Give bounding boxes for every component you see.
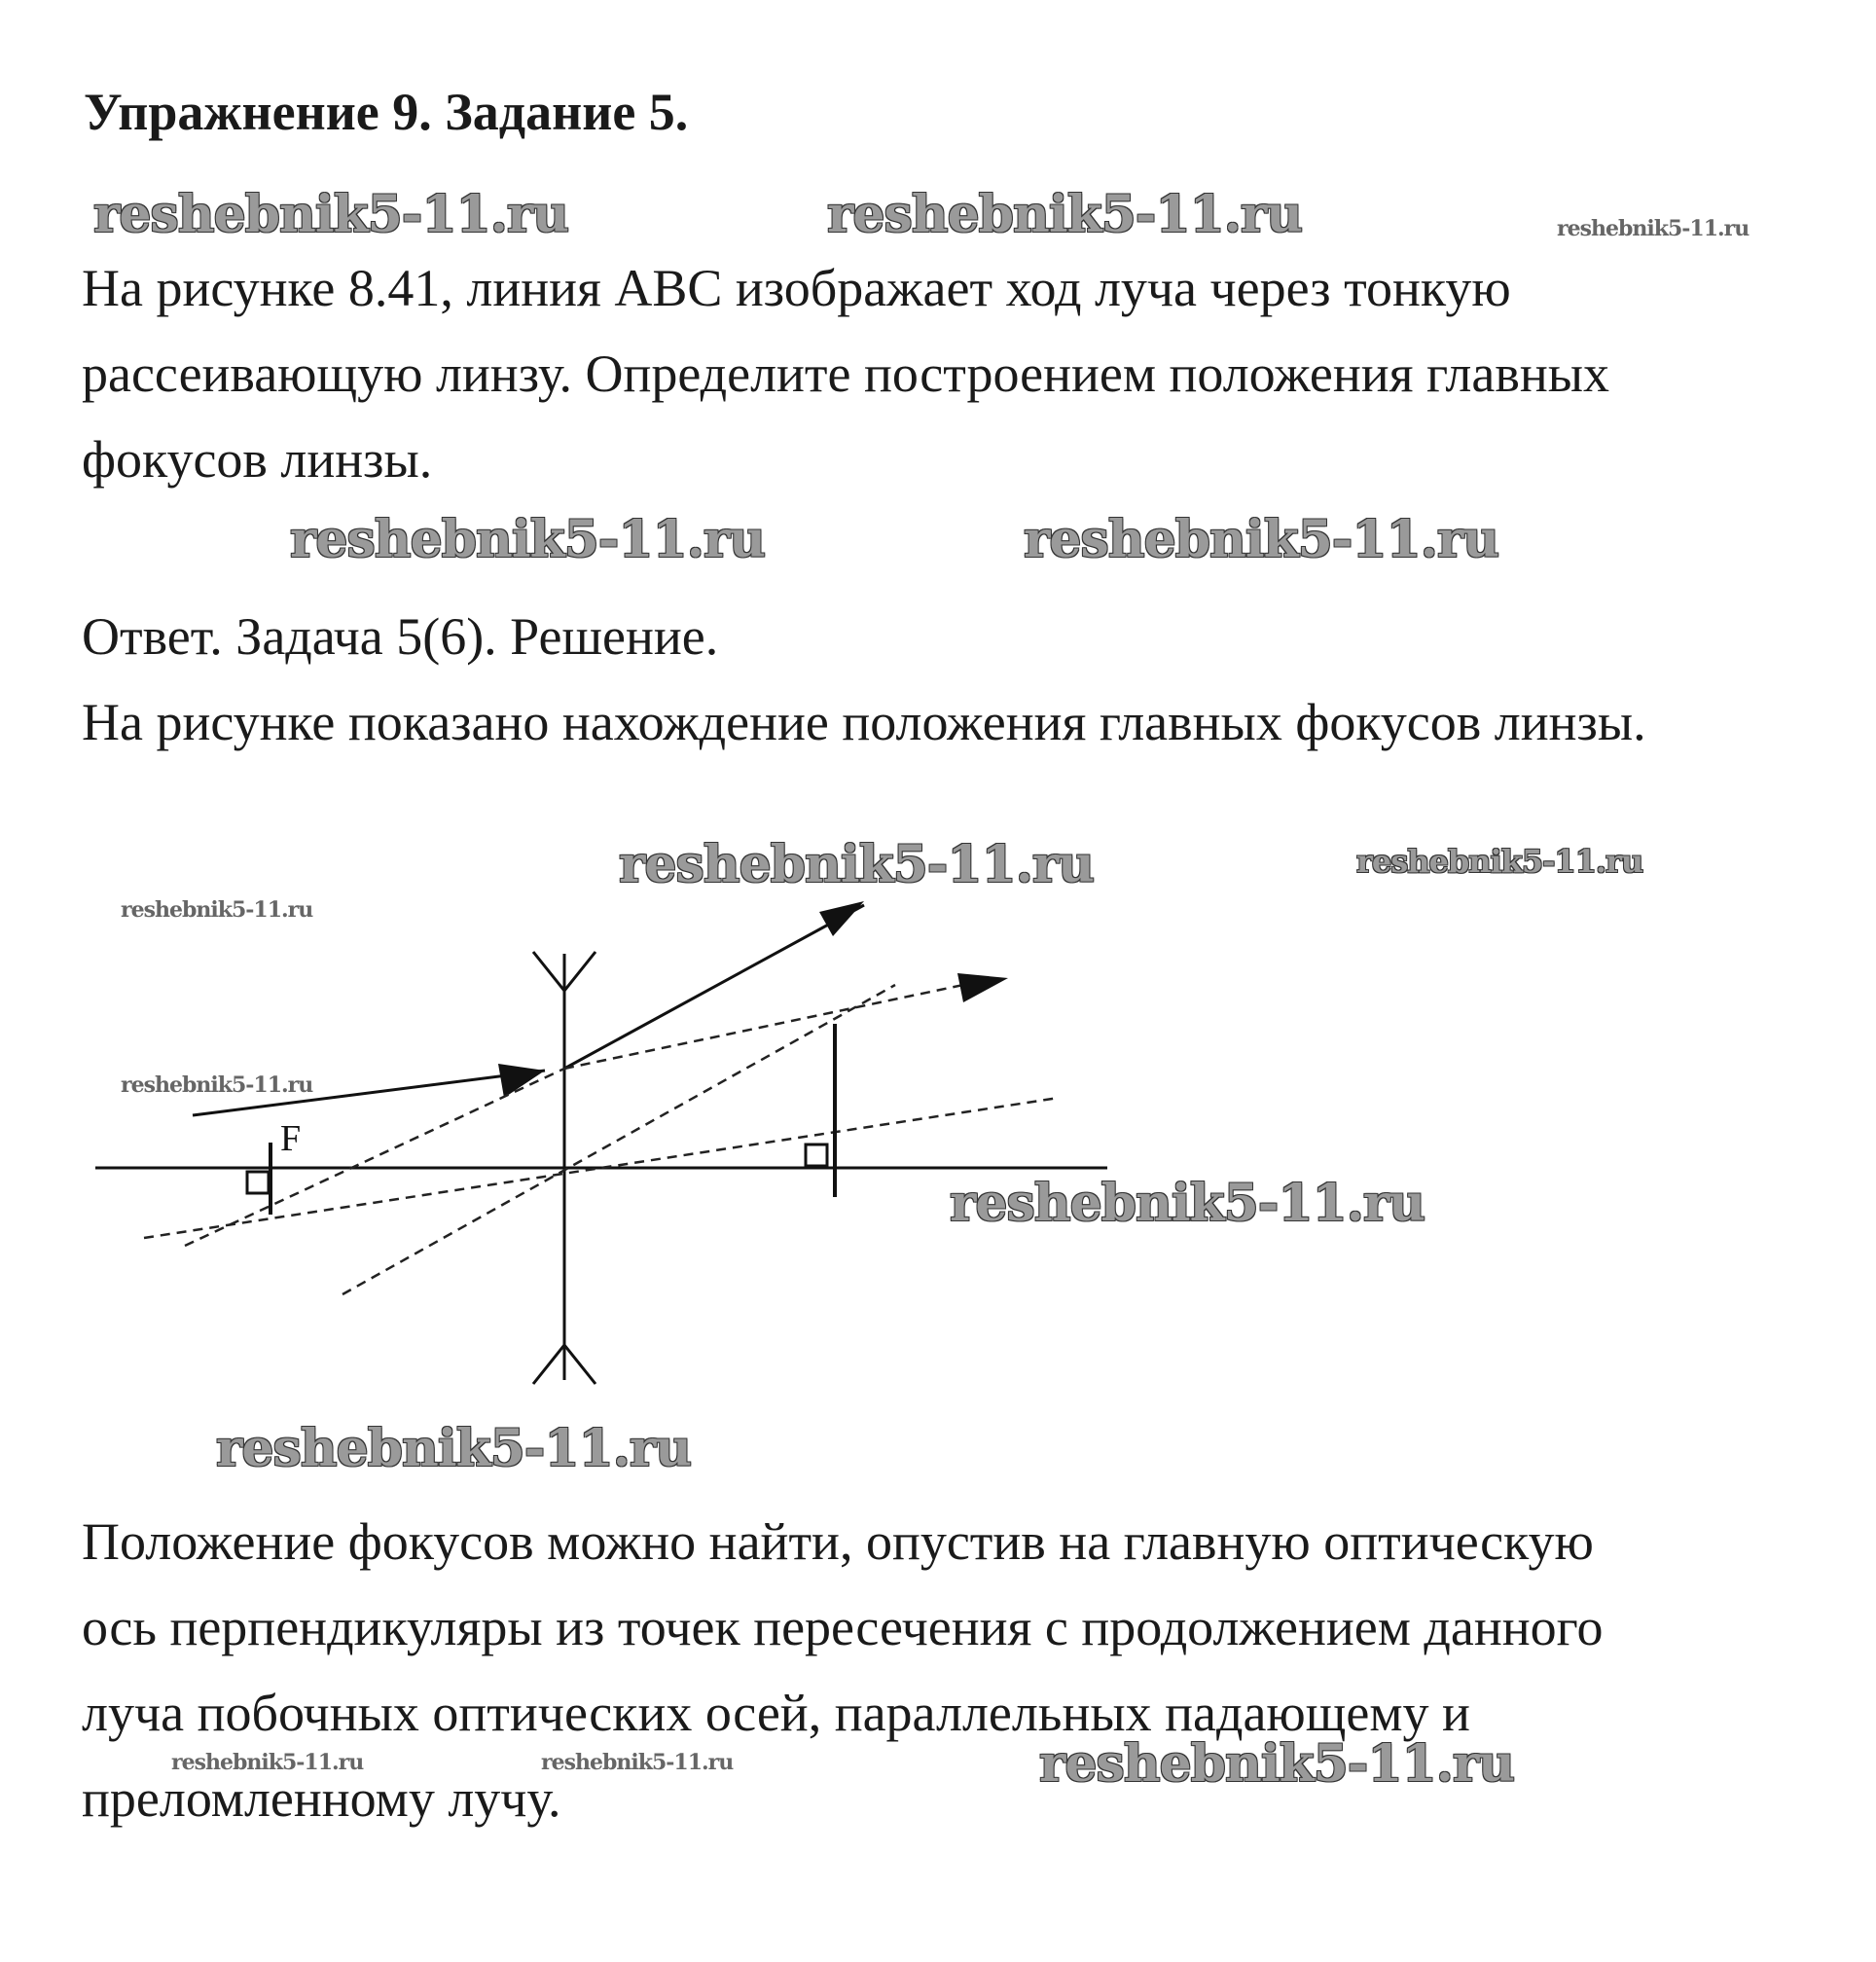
watermark: reshebnik5-11.ru (1356, 843, 1643, 880)
explanation-line-2: ось перпендикуляры из точек пересечения с продолжением данного (82, 1598, 1604, 1656)
watermark: reshebnik5-11.ru (827, 185, 1303, 244)
task-text-line-2: рассеивающую линзу. Определите построением положения главных (82, 345, 1610, 403)
refracted-ray-arrowhead (819, 901, 864, 936)
watermark: reshebnik5-11.ru (121, 1072, 313, 1098)
watermark: reshebnik5-11.ru (619, 835, 1095, 894)
refracted-ray (564, 905, 864, 1069)
watermark: reshebnik5-11.ru (171, 1750, 364, 1775)
task-text-line-3: фокусов линзы. (82, 430, 433, 489)
exercise-title: Упражнение 9. Задание 5. (84, 83, 689, 141)
focus-label: F (280, 1118, 302, 1159)
explanation-line-1: Положение фокусов можно найти, опустив на главную оптическую (82, 1512, 1594, 1571)
dashed-secondary-axis-refracted (343, 985, 895, 1294)
watermark: reshebnik5-11.ru (290, 510, 766, 569)
right-angle-mark-right (806, 1144, 827, 1166)
watermark: reshebnik5-11.ru (216, 1419, 692, 1478)
right-angle-mark-left (247, 1172, 269, 1193)
answer-intro: На рисунке показано нахождение положения главных фокусов линзы. (82, 693, 1646, 751)
explanation-line-4: преломленному лучу. (82, 1769, 561, 1828)
dashed-extension-incident (564, 985, 963, 1069)
watermark: reshebnik5-11.ru (541, 1750, 734, 1775)
watermark: reshebnik5-11.ru (1039, 1734, 1515, 1794)
watermark: reshebnik5-11.ru (121, 897, 313, 923)
watermark: reshebnik5-11.ru (1557, 216, 1750, 241)
task-text-line-1: На рисунке 8.41, линия ABC изображает ход луча через тонкую (82, 259, 1511, 317)
watermark: reshebnik5-11.ru (1024, 510, 1499, 569)
answer-heading: Ответ. Задача 5(6). Решение. (82, 607, 719, 666)
watermark: reshebnik5-11.ru (93, 185, 569, 244)
explanation-line-3: луча побочных оптических осей, параллельных падающему и (82, 1684, 1470, 1742)
dashed-ray-arrowhead (957, 973, 1008, 1002)
watermark: reshebnik5-11.ru (950, 1174, 1425, 1233)
